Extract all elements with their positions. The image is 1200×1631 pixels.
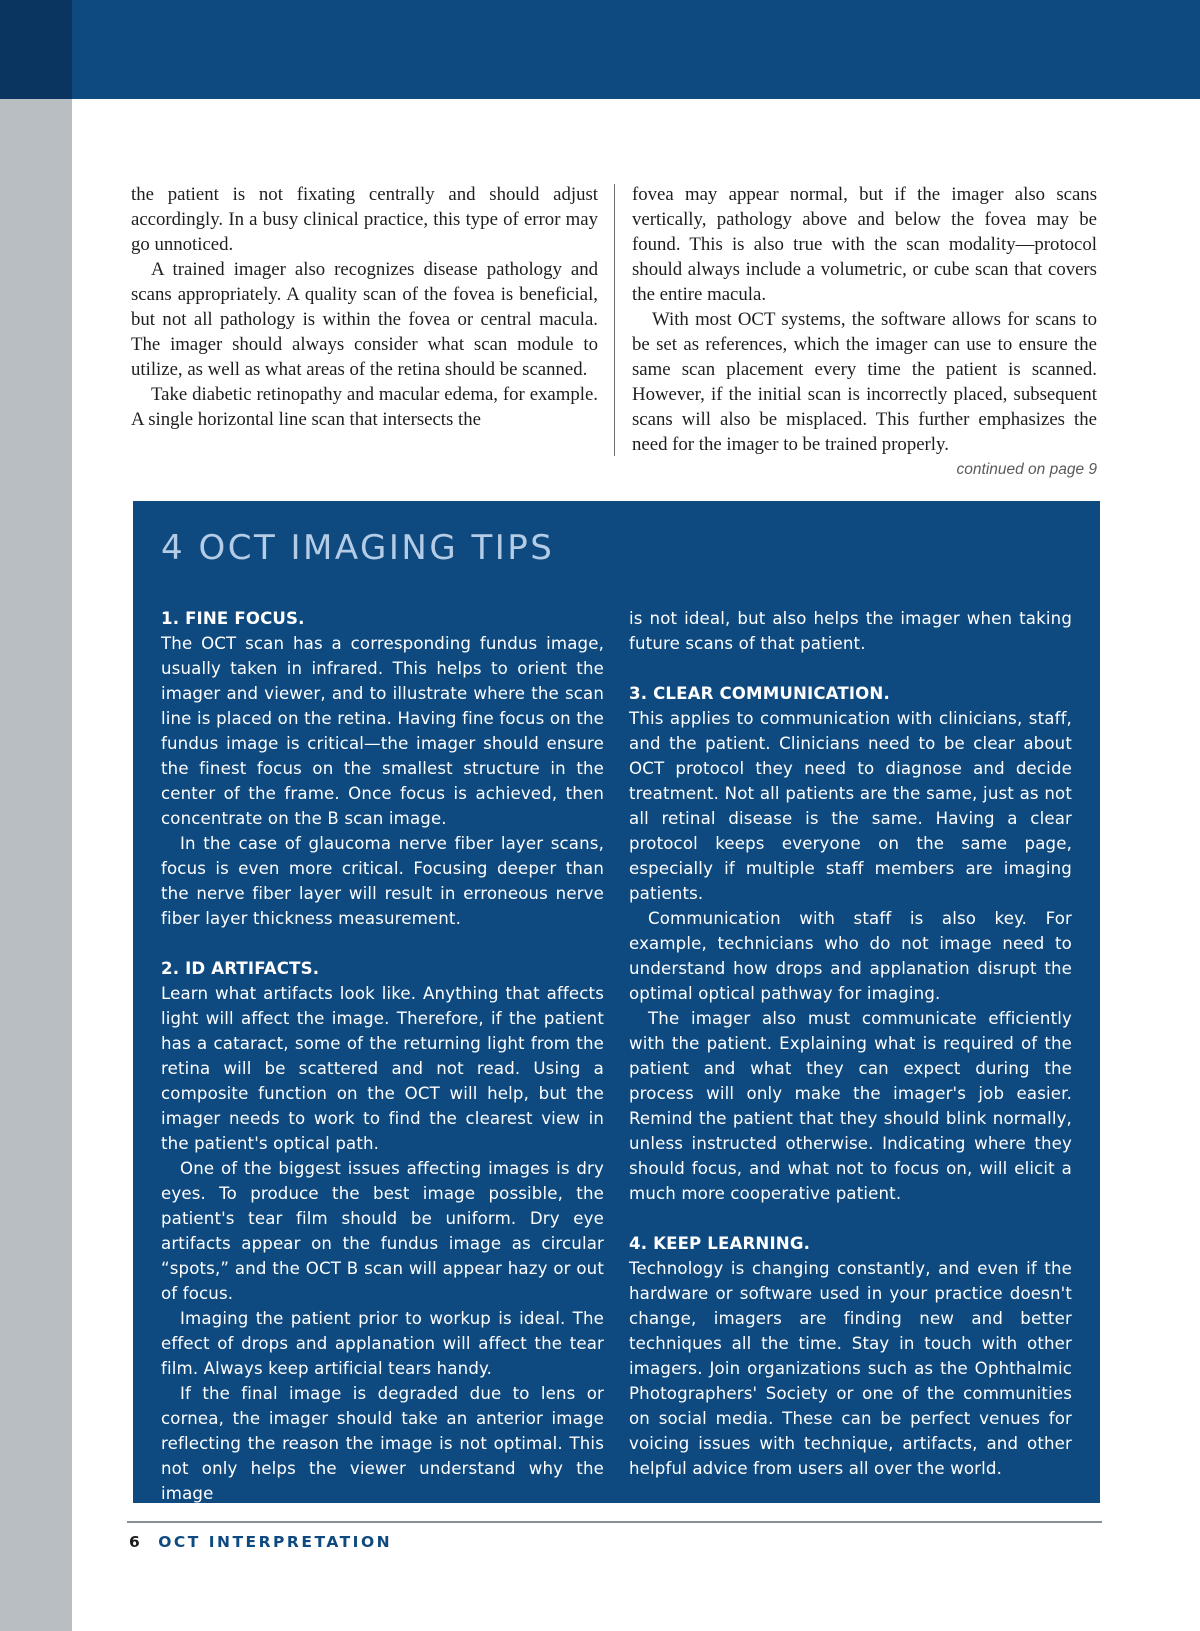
article-column-right (632, 182, 1097, 457)
tip-heading-clear-communication: 3. CLEAR COMMUNICATION. (629, 684, 890, 703)
page-number: 6 (129, 1533, 143, 1551)
article-paragraph: the patient is not fixating centrally and should adjust accordingly. In a busy clinical practice, this type of error may go unnoticed. (131, 184, 598, 255)
tips-column-right (629, 606, 1072, 1481)
tip-paragraph: is not ideal, but also helps the imager when taking future scans of that patient. (629, 609, 1072, 653)
corner-accent (0, 0, 72, 99)
column-divider (614, 184, 615, 456)
tip-paragraph: Technology is changing constantly, and even if the hardware or software used in your practice doesn't change, imagers are finding new and better techniques all the time. Stay in touch with other imagers. Join organizations such as the Ophthalmic Photographers' Society or one of the communities on social media. These can be perfect venues for voicing issues with technique, artifacts, and other helpful advice from users all over the world. (629, 1259, 1072, 1478)
tip-paragraph: In the case of glaucoma nerve fiber layer scans, focus is even more critical. Focusing deeper than the nerve fiber layer will result in erroneous nerve fiber layer thickness measurement. (161, 834, 604, 928)
tip-paragraph: If the final image is degraded due to lens or cornea, the imager should take an anterior image reflecting the reason the image is not optimal. This not only helps the viewer understand why the image (161, 1384, 604, 1503)
tip-paragraph: Communication with staff is also key. For example, technicians who do not image need to understand how drops and applanation disrupt the optimal optical pathway for imaging. (629, 909, 1072, 1003)
tips-title: 4 OCT IMAGING TIPS (161, 528, 555, 568)
tip-heading-keep-learning: 4. KEEP LEARNING. (629, 1234, 811, 1253)
article-paragraph: fovea may appear normal, but if the imager also scans vertically, pathology above and below the fovea may be found. This is also true with the scan modality—protocol should always include a volumetric, or cube scan that covers the entire macula. (632, 184, 1097, 305)
footer-rule (127, 1521, 1102, 1523)
tip-heading-id-artifacts: 2. ID ARTIFACTS. (161, 959, 320, 978)
header-band (0, 0, 1200, 99)
tip-paragraph: The imager also must communicate efficiently with the patient. Explaining what is required of the patient and what they can expect during the process will only make the imager's job easier. Remind the patient that they should blink normally, unless instructed otherwise. Indicating where they should focus, and what not to focus on, will elicit a much more cooperative patient. (629, 1009, 1072, 1203)
tip-paragraph: Imaging the patient prior to workup is ideal. The effect of drops and applanation will affect the tear film. Always keep artificial tears handy. (161, 1309, 604, 1378)
continued-note: continued on page 9 (956, 461, 1097, 478)
article-paragraph: Take diabetic retinopathy and macular edema, for example. A single horizontal line scan that intersects the (131, 384, 598, 430)
tip-heading-fine-focus: 1. FINE FOCUS. (161, 609, 305, 628)
tip-paragraph: The OCT scan has a corresponding fundus image, usually taken in infrared. This helps to orient the imager and viewer, and to illustrate where the scan line is placed on the retina. Having fine focus on the fundus image is critical—the imager should ensure the finest focus on the smallest structure in the center of the frame. Once focus is achieved, then concentrate on the B scan image. (161, 634, 604, 828)
tip-paragraph: This applies to communication with clinicians, staff, and the patient. Clinicians need to be clear about OCT protocol they need to diagnose and decide treatment. Not all patients are the same, just as not all retinal disease is the same. Having a clear protocol keeps everyone on the same page, especially if multiple staff members are imaging patients. (629, 709, 1072, 903)
article-column-left (131, 182, 598, 432)
page-footer (129, 1533, 392, 1551)
side-strip (0, 99, 72, 1631)
article-paragraph: With most OCT systems, the software allows for scans to be set as references, which the imager can use to ensure the same scan placement every time the patient is scanned. However, if the initial scan is incorrectly placed, subsequent scans will also be misplaced. This further emphasizes the need for the imager to be trained properly. (632, 309, 1097, 455)
publication-title: OCT INTERPRETATION (158, 1533, 393, 1551)
tip-paragraph: One of the biggest issues affecting images is dry eyes. To produce the best image possible, the patient's tear film should be uniform. Dry eye artifacts appear on the fundus image as circular “spots,” and the OCT B scan will appear hazy or out of focus. (161, 1159, 604, 1303)
tip-paragraph: Learn what artifacts look like. Anything that affects light will affect the image. Therefore, if the patient has a cataract, some of the returning light from the retina will be scattered and not read. Using a composite function on the OCT will help, but the imager needs to work to find the clearest view in the patient's optical path. (161, 984, 604, 1153)
article-paragraph: A trained imager also recognizes disease pathology and scans appropriately. A quality scan of the fovea is beneficial, but not all pathology is within the fovea or central macula. The imager should always consider what scan module to utilize, as well as what areas of the retina should be scanned. (131, 259, 598, 380)
tips-column-left (161, 606, 604, 1506)
